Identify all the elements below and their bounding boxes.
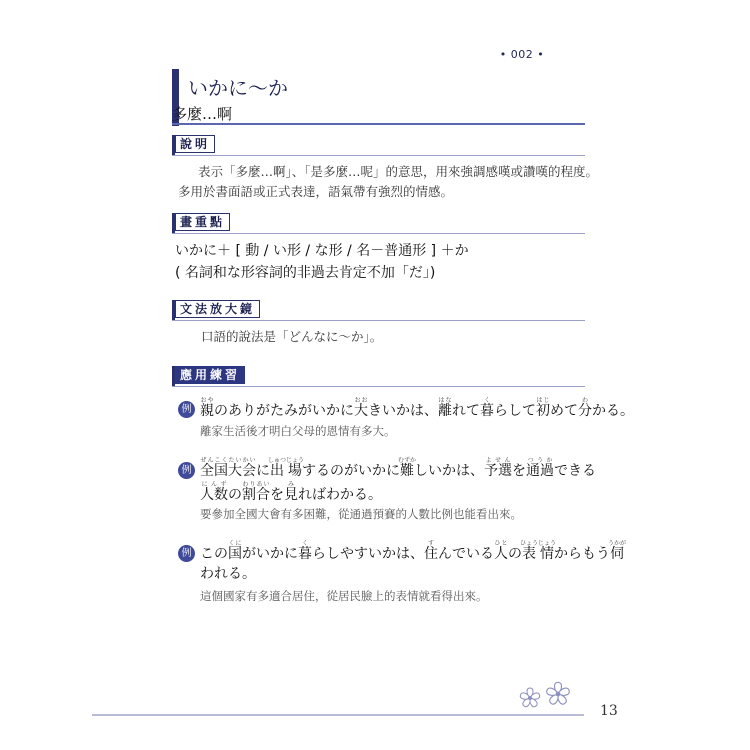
- example-2-sentence-cont: [200, 481, 382, 505]
- grammar-formula-note: ( 名詞和な形容詞的非過去肯定不加「だ」): [175, 265, 436, 281]
- sentence-text: めて: [550, 403, 578, 419]
- furigana-word: 暮く: [298, 540, 312, 562]
- example-1-translation: 離家生活後才明白父母的恩情有多大。: [200, 424, 396, 438]
- example-3-sentence: [200, 540, 626, 564]
- page-number: 13: [600, 703, 618, 719]
- grammar-formula: いかに＋ [ 動 / い形 / な形 / 名－普通形 ] ＋か: [175, 243, 469, 259]
- furigana-word: 離はな: [438, 397, 452, 419]
- sentence-text: に: [256, 463, 270, 479]
- example-3-translation: 這個國家有多適合居住，從居民臉上的表情就看得出來。: [200, 589, 488, 603]
- explain-line-2: 多用於書面語或正式表達，語氣帶有強烈的情感。: [178, 184, 454, 199]
- section-zoom-header: [172, 300, 585, 322]
- furigana-word: 見み: [284, 481, 298, 503]
- section-underline: [172, 233, 585, 234]
- sentence-text: んでいる: [438, 546, 494, 562]
- section-explain-label: 說明: [175, 135, 215, 153]
- furigana-word: 全国大会ぜんこくたいかい: [200, 457, 256, 479]
- section-explain-header: [172, 135, 585, 157]
- explain-line-1: 表示「多麼…啊」、「是多麼…呢」的意思，用來強調感嘆或讚嘆的程度。: [198, 164, 599, 179]
- furigana-word: 暮く: [480, 397, 494, 419]
- sentence-text: の: [508, 546, 522, 562]
- zoom-text: 口語的說法是「どんなに〜か」。: [201, 329, 383, 344]
- sentence-text: がいかに: [242, 546, 298, 562]
- section-key-header: [172, 213, 585, 235]
- sentence-text: らして: [494, 403, 536, 419]
- sentence-text: れて: [452, 403, 480, 419]
- section-key-label: 畫重點: [175, 213, 230, 231]
- example-icon: 例: [178, 545, 195, 562]
- furigana-word: 難むずか: [398, 457, 417, 479]
- sentence-text: からもう: [554, 546, 611, 562]
- example-icon: 例: [178, 462, 195, 479]
- furigana-word: 出場しゅつじょう: [268, 457, 305, 479]
- sentence-text: を: [270, 487, 284, 503]
- footer-rule: [92, 714, 584, 716]
- sentence-text: きいかは、: [368, 403, 438, 419]
- page-tag: • 002 •: [499, 48, 545, 61]
- grammar-title: いかに〜か: [188, 76, 288, 100]
- title-divider: [172, 123, 585, 125]
- grammar-title-block: [172, 69, 585, 126]
- sentence-text: かる。: [592, 403, 634, 419]
- example-3-sentence-cont: [200, 564, 256, 584]
- sakura-flower-icon: [544, 680, 572, 708]
- sentence-text: できる: [554, 463, 597, 479]
- sentence-text: のありがたみがいかに: [214, 403, 354, 419]
- section-zoom-label: 文法放大鏡: [175, 300, 260, 318]
- furigana-word: 伺うかが: [608, 540, 627, 562]
- furigana-word: 割合わりあい: [242, 481, 270, 503]
- furigana-word: 住す: [424, 540, 438, 562]
- furigana-word: 親おや: [200, 397, 214, 419]
- section-practice-label: 應用練習: [175, 366, 245, 384]
- sentence-text: の: [228, 487, 242, 503]
- section-underline: [172, 320, 585, 321]
- sakura-flower-icon: [518, 686, 542, 710]
- sentence-text: この: [200, 546, 228, 562]
- example-1-sentence: [200, 397, 634, 421]
- sentence-text: しいかは、: [414, 463, 485, 479]
- example-icon: 例: [178, 401, 195, 418]
- section-underline: [172, 386, 585, 387]
- sentence-text: らしやすいかは、: [312, 546, 424, 562]
- furigana-word: 人ひと: [494, 540, 508, 562]
- furigana-word: 予選よせん: [484, 457, 513, 479]
- furigana-word: 大おお: [354, 397, 368, 419]
- section-practice-header: [172, 366, 585, 388]
- furigana-word: 国くに: [228, 540, 242, 562]
- furigana-word: 通過つうか: [526, 457, 555, 479]
- furigana-word: 表情ひょうじょう: [520, 540, 557, 562]
- sentence-text: ればわかる。: [298, 487, 382, 503]
- furigana-word: 初はじ: [536, 397, 550, 419]
- sentence-text: するのがいかに: [302, 463, 401, 479]
- furigana-word: 人数にんず: [200, 481, 228, 503]
- grammar-subtitle: 多麼…啊: [172, 105, 233, 123]
- example-2-translation: 要參加全國大會有多困難，從通過預賽的人數比例也能看出來。: [200, 507, 522, 521]
- furigana-word: 分わ: [578, 397, 592, 419]
- sentence-text: を: [512, 463, 527, 479]
- sentence-text: われる。: [200, 566, 256, 582]
- section-underline: [172, 155, 585, 156]
- example-2-sentence: [200, 457, 596, 481]
